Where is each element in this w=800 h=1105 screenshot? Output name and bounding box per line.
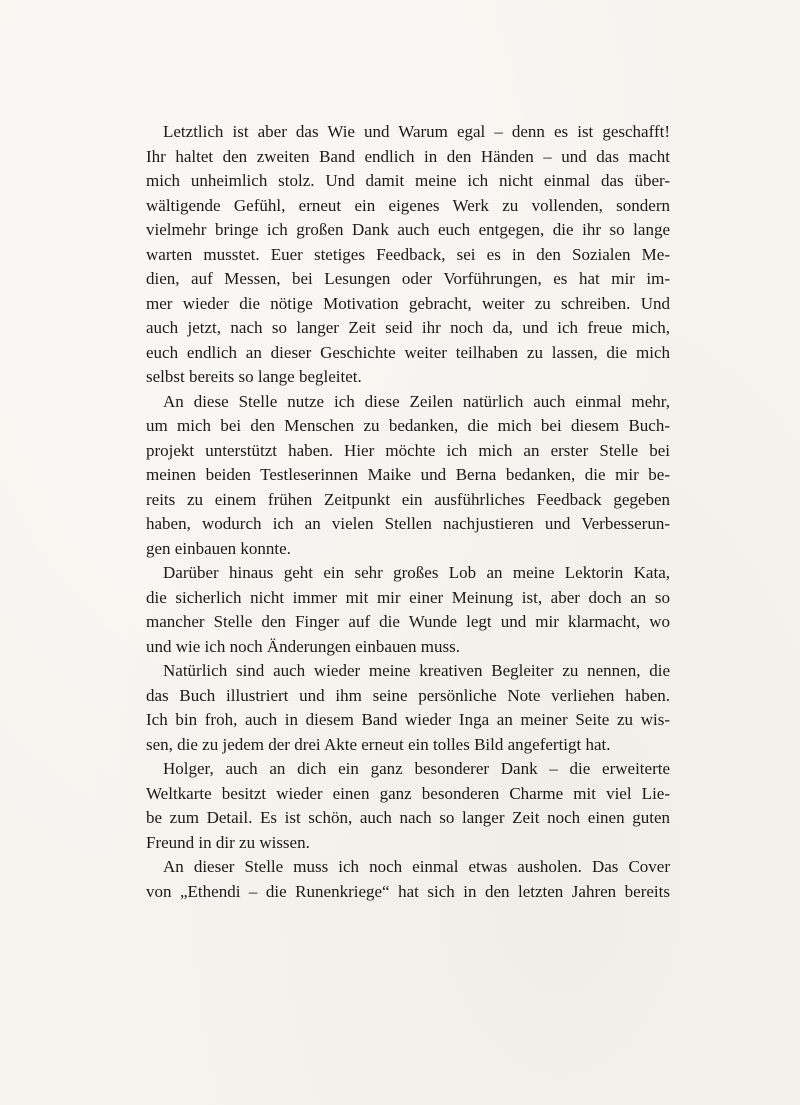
text-line: Weltkarte besitzt wieder einen ganz besonderen Charme mit viel Lie- bbox=[146, 783, 670, 803]
text-line: mer wieder die nötige Motivation gebracht, weiter zu schreiben. Und bbox=[146, 293, 670, 313]
text-line: die sicherlich nicht immer mit mir einer Meinung ist, aber doch an so bbox=[146, 587, 670, 607]
text-line: Freund in dir zu wissen. bbox=[146, 832, 310, 852]
text-line: Ihr haltet den zweiten Band endlich in den Händen – und das macht bbox=[146, 146, 670, 166]
paragraph bbox=[146, 659, 670, 757]
body-text bbox=[146, 120, 670, 904]
text-line: Holger, auch an dich ein ganz besonderer Dank – die erweiterte bbox=[163, 759, 670, 778]
text-line: haben, wodurch ich an vielen Stellen nachjustieren und Verbesserun- bbox=[146, 514, 670, 533]
text-line: be zum Detail. Es ist schön, auch nach so langer Zeit noch einen guten bbox=[146, 808, 670, 827]
text-line: sen, die zu jedem der drei Akte erneut ein tolles Bild angefertigt hat. bbox=[146, 734, 611, 754]
text-line: meinen beiden Testleserinnen Maike und Berna bedanken, die mir be- bbox=[146, 465, 670, 484]
text-line: von „Ethendi – die Runenkriege“ hat sich in den letzten Jahren bereits bbox=[146, 881, 670, 901]
text-line: und wie ich noch Änderungen einbauen muss. bbox=[146, 636, 460, 656]
text-line: das Buch illustriert und ihm seine persönliche Note verliehen haben. bbox=[146, 685, 670, 705]
text-line: vielmehr bringe ich großen Dank auch euch entgegen, die ihr so lange bbox=[146, 220, 670, 239]
text-line: An diese Stelle nutze ich diese Zeilen natürlich auch einmal mehr, bbox=[163, 391, 670, 411]
text-line: auch jetzt, nach so langer Zeit seid ihr noch da, und ich freue mich, bbox=[146, 318, 670, 337]
text-line: projekt unterstützt haben. Hier möchte ich mich an erster Stelle bei bbox=[146, 440, 670, 460]
text-line: gen einbauen konnte. bbox=[146, 538, 291, 558]
paragraph bbox=[146, 561, 670, 659]
text-line: dien, auf Messen, bei Lesungen oder Vorführungen, es hat mir im- bbox=[146, 269, 670, 288]
text-line: euch endlich an dieser Geschichte weiter teilhaben zu lassen, die mich bbox=[146, 342, 670, 362]
text-line: wältigende Gefühl, erneut ein eigenes Werk zu vollenden, sondern bbox=[146, 195, 670, 215]
text-line: Letztlich ist aber das Wie und Warum egal – denn es ist geschafft! bbox=[163, 122, 670, 141]
text-line: selbst bereits so lange begleitet. bbox=[146, 367, 362, 386]
text-line: warten musstet. Euer stetiges Feedback, sei es in den Sozialen Me- bbox=[146, 244, 670, 264]
text-line: reits zu einem frühen Zeitpunkt ein ausführliches Feedback gegeben bbox=[146, 489, 670, 509]
text-line: Ich bin froh, auch in diesem Band wieder Inga an meiner Seite zu wis- bbox=[146, 710, 670, 729]
paragraph bbox=[146, 855, 670, 904]
text-line: mancher Stelle den Finger auf die Wunde legt und mir klarmacht, wo bbox=[146, 612, 670, 631]
text-line: um mich bei den Menschen zu bedanken, die mich bei diesem Buch- bbox=[146, 416, 670, 435]
paragraph bbox=[146, 390, 670, 562]
text-line: Natürlich sind auch wieder meine kreativen Begleiter zu nennen, die bbox=[163, 661, 670, 680]
text-line: mich unheimlich stolz. Und damit meine ich nicht einmal das über- bbox=[146, 171, 670, 190]
text-line: An dieser Stelle muss ich noch einmal etwas ausholen. Das Cover bbox=[163, 857, 670, 876]
paragraph bbox=[146, 757, 670, 855]
text-line: Darüber hinaus geht ein sehr großes Lob an meine Lektorin Kata, bbox=[163, 563, 670, 582]
paragraph bbox=[146, 120, 670, 390]
